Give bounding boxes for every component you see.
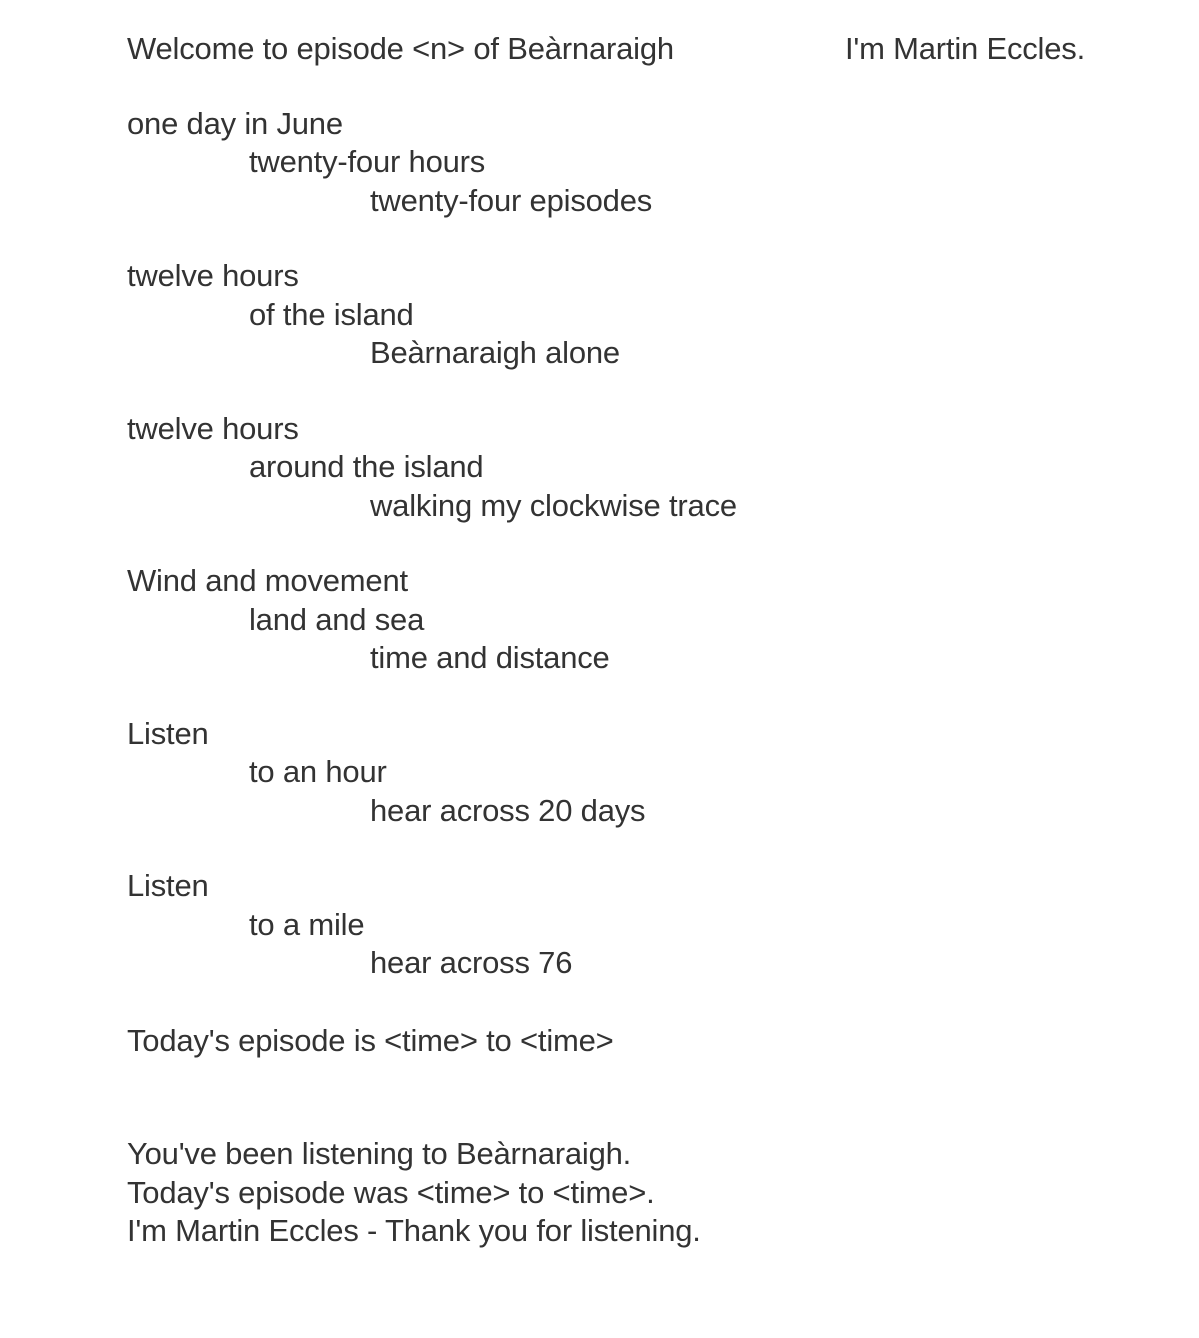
outro-block — [127, 1135, 1199, 1251]
stanza-line: of the island — [249, 296, 414, 332]
stanza-twelve-hours-island — [127, 257, 1199, 373]
welcome-text: Welcome to episode <n> of Beàrnaraigh — [127, 31, 674, 66]
stanza-line: Wind and movement — [127, 563, 408, 598]
episode-time-line: Today's episode is <time> to <time> — [127, 1022, 614, 1058]
stanza-line: land and sea — [249, 601, 425, 637]
stanza-line: twelve hours — [127, 258, 299, 293]
stanza-line: to a mile — [249, 906, 365, 942]
stanza-line: Listen — [127, 715, 209, 751]
header-row — [127, 30, 1085, 69]
stanza-line: Listen — [127, 868, 209, 903]
stanza-line: to an hour — [249, 754, 387, 789]
stanza-wind-movement — [127, 562, 1199, 678]
outro-line: I'm Martin Eccles - Thank you for listening. — [127, 1213, 701, 1248]
stanza-line: time and distance — [370, 640, 610, 675]
stanza-line: Beàrnaraigh alone — [370, 335, 620, 370]
stanza-line: one day in June — [127, 105, 343, 141]
stanza-line: twenty-four episodes — [370, 182, 653, 218]
stanza-line: hear across 20 days — [370, 792, 646, 828]
stanza-one-day — [127, 105, 1199, 221]
outro-line: You've been listening to Beàrnaraigh. — [127, 1136, 632, 1171]
stanza-line: twelve hours — [127, 410, 299, 446]
stanza-line: around the island — [249, 449, 484, 484]
stanza-line: hear across 76 — [370, 945, 573, 980]
stanza-line: walking my clockwise trace — [370, 487, 737, 523]
presenter-text: I'm Martin Eccles. — [844, 31, 1085, 66]
outro-line: Today's episode was <time> to <time>. — [127, 1174, 655, 1210]
stanza-listen-mile — [127, 867, 1199, 983]
stanza-twelve-hours-around — [127, 410, 1199, 526]
stanza-line: twenty-four hours — [249, 144, 486, 179]
stanza-listen-hour — [127, 715, 1199, 831]
